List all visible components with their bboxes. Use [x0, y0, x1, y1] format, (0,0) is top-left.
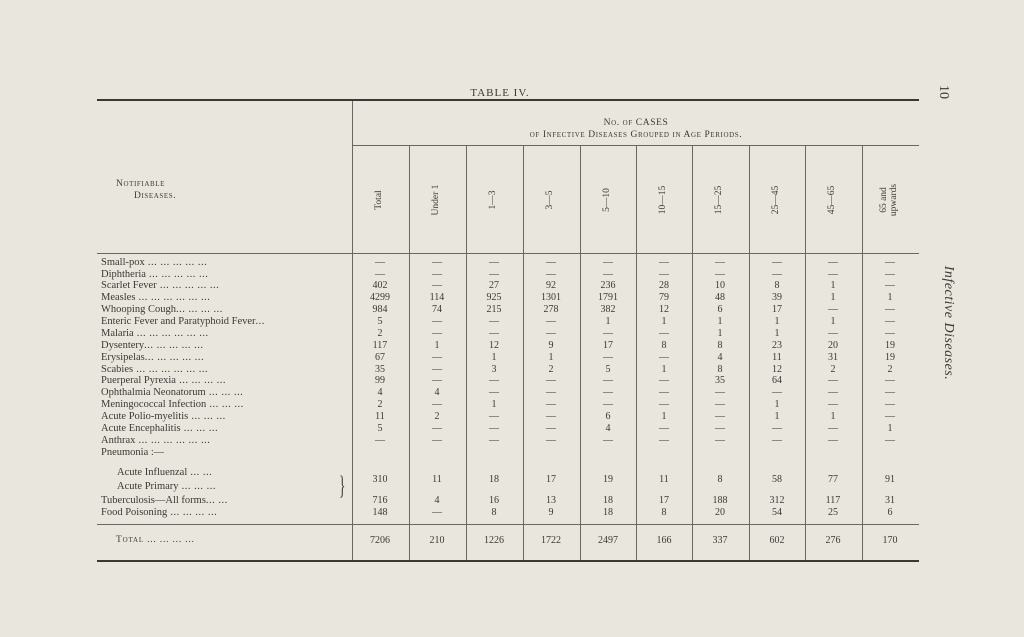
- table-cell: —: [603, 435, 613, 446]
- table-cell: —: [489, 257, 499, 268]
- table-cell: 925: [486, 292, 502, 303]
- disease-name: Scarlet Fever: [101, 280, 157, 291]
- table-cell: —: [885, 280, 895, 291]
- table-cell: —: [828, 328, 838, 339]
- disease-name: Tuberculosis—All forms: [101, 495, 206, 506]
- table-cell: 18: [603, 507, 613, 518]
- table-cell: —: [375, 269, 385, 280]
- table-cell: 1: [830, 411, 836, 422]
- table-cell: 4: [717, 352, 723, 363]
- table-cell: —: [546, 257, 556, 268]
- table-cell: —: [489, 328, 499, 339]
- table-cell: —: [432, 399, 442, 410]
- row-label-header: [116, 178, 176, 202]
- table-cell: —: [489, 375, 499, 386]
- table-cell: 1: [605, 316, 611, 327]
- page-number: 10: [936, 85, 951, 99]
- table-cell: —: [772, 257, 782, 268]
- table-cell: 9: [548, 340, 554, 351]
- table-cell: 7206: [370, 535, 390, 546]
- table-cell: 2: [887, 364, 893, 375]
- disease-name: Acute Encephalitis: [101, 423, 181, 434]
- table-cell: —: [375, 257, 385, 268]
- disease-label: [101, 292, 210, 303]
- table-cell: —: [828, 399, 838, 410]
- table-cell: 1: [717, 328, 723, 339]
- table-cell: 1: [774, 316, 780, 327]
- table-cell: 6: [717, 304, 723, 315]
- disease-label: [101, 375, 226, 386]
- leader-dots: ... ...: [187, 467, 213, 478]
- table-cell: 4: [377, 387, 383, 398]
- table-cell: 278: [543, 304, 559, 315]
- disease-name: Erysipelas: [101, 352, 145, 363]
- table-cell: 1: [830, 280, 836, 291]
- table-cell: —: [885, 269, 895, 280]
- disease-label: [101, 399, 244, 410]
- disease-name: Puerperal Pyrexia: [101, 375, 176, 386]
- table-cell: 8: [661, 507, 667, 518]
- leader-dots: ... ... ... ... ...: [145, 269, 209, 280]
- table-cell: 1: [830, 316, 836, 327]
- table-cell: 16: [489, 495, 499, 506]
- table-cell: —: [659, 423, 669, 434]
- table-cell: 1: [887, 292, 893, 303]
- table-cell: —: [659, 375, 669, 386]
- table-cell: —: [659, 399, 669, 410]
- table-cell: —: [828, 257, 838, 268]
- column-header: 25—45: [771, 185, 781, 215]
- table-cell: —: [772, 387, 782, 398]
- table-cell: 276: [825, 535, 841, 546]
- table-cell: 31: [885, 495, 895, 506]
- table-cell: —: [715, 411, 725, 422]
- table-cell: 12: [489, 340, 499, 351]
- table-cell: 1: [661, 316, 667, 327]
- table-cell: —: [432, 507, 442, 518]
- disease-label: [101, 387, 243, 398]
- leader-dots: ...: [255, 316, 265, 327]
- table-cell: 1: [491, 352, 497, 363]
- table-cell: 28: [659, 280, 669, 291]
- table-cell: —: [375, 435, 385, 446]
- table-cell: —: [546, 411, 556, 422]
- table-cell: 8: [491, 507, 497, 518]
- disease-label: [101, 495, 228, 506]
- table-cell: —: [885, 399, 895, 410]
- table-cell: 79: [659, 292, 669, 303]
- disease-name: Meningococcal Infection: [101, 399, 207, 410]
- table-cell: —: [885, 435, 895, 446]
- table-cell: 382: [600, 304, 616, 315]
- table-cell: 99: [375, 375, 385, 386]
- table-cell: 13: [546, 495, 556, 506]
- table-cell: —: [489, 423, 499, 434]
- column-header: 45—65: [827, 185, 837, 215]
- table-cell: 67: [375, 352, 385, 363]
- table-cell: —: [772, 435, 782, 446]
- table-cell: 11: [375, 411, 385, 422]
- table-cell: —: [659, 435, 669, 446]
- table-cell: —: [659, 387, 669, 398]
- table-cell: —: [489, 269, 499, 280]
- table-cell: 5: [605, 364, 611, 375]
- table-cell: 2: [434, 411, 440, 422]
- table-cell: —: [546, 435, 556, 446]
- table-cell: 18: [489, 474, 499, 485]
- table-cell: 4: [605, 423, 611, 434]
- disease-name: Whooping Cough: [101, 304, 176, 315]
- table-cell: 5: [377, 423, 383, 434]
- table-cell: —: [489, 435, 499, 446]
- table-cell: —: [432, 375, 442, 386]
- table-cell: 23: [772, 340, 782, 351]
- table-cell: —: [432, 257, 442, 268]
- row-label-header-line2: Diseases.: [134, 191, 177, 201]
- table-cell: 9: [548, 507, 554, 518]
- table-cell: 1722: [541, 535, 561, 546]
- table-cell: —: [715, 269, 725, 280]
- column-header: 15—25: [714, 185, 724, 215]
- disease-label: [101, 435, 210, 446]
- table-cell: 148: [372, 507, 388, 518]
- table-cell: 114: [429, 292, 445, 303]
- leader-dots: ... ... ... ... ...: [156, 280, 220, 291]
- table-cell: 310: [372, 474, 388, 485]
- disease-label: [101, 280, 219, 291]
- table-cell: —: [885, 375, 895, 386]
- disease-name: Enteric Fever and Paratyphoid Fever: [101, 316, 256, 327]
- table-cell: 236: [600, 280, 616, 291]
- disease-name: Acute Primary: [117, 481, 179, 492]
- table-cell: 1301: [541, 292, 561, 303]
- table-cell: 117: [825, 495, 841, 506]
- table-cell: 8: [717, 340, 723, 351]
- table-cell: 17: [772, 304, 782, 315]
- table-cell: —: [603, 328, 613, 339]
- table-cell: —: [546, 316, 556, 327]
- disease-name: Measles: [101, 292, 136, 303]
- table-cell: 19: [603, 474, 613, 485]
- table-cell: —: [546, 328, 556, 339]
- group-header-line1: No. of CASES: [603, 118, 669, 128]
- table-cell: 1: [548, 352, 554, 363]
- disease-name: Malaria: [101, 328, 134, 339]
- disease-label: [101, 328, 209, 339]
- disease-label: [101, 269, 208, 280]
- table-cell: 215: [486, 304, 502, 315]
- table-title: TABLE IV.: [470, 87, 530, 99]
- disease-label: [101, 507, 217, 518]
- table-cell: —: [659, 269, 669, 280]
- table-cell: —: [715, 399, 725, 410]
- total-label: [116, 535, 195, 545]
- leader-dots: ... ... ... ... ... ...: [135, 435, 211, 446]
- top-rule: [97, 99, 919, 101]
- table-cell: 1: [887, 423, 893, 434]
- table-cell: 91: [885, 474, 895, 485]
- table-cell: 58: [772, 474, 782, 485]
- table-cell: 402: [372, 280, 388, 291]
- table-cell: 2497: [598, 535, 618, 546]
- table-cell: —: [603, 257, 613, 268]
- disease-name: Anthrax: [101, 435, 136, 446]
- table-cell: 117: [372, 340, 388, 351]
- table-cell: 64: [772, 375, 782, 386]
- column-header: 65 and upwards: [879, 183, 899, 217]
- disease-name: Diphtheria: [101, 269, 146, 280]
- table-cell: 18: [603, 495, 613, 506]
- table-cell: 170: [882, 535, 898, 546]
- leader-dots: ... ... ...: [206, 399, 244, 410]
- table-cell: 188: [712, 495, 728, 506]
- leader-dots: ... ... ...: [180, 423, 219, 434]
- table-cell: —: [659, 328, 669, 339]
- table-cell: 1226: [484, 535, 504, 546]
- table-cell: 31: [828, 352, 838, 363]
- table-cell: 1: [434, 340, 440, 351]
- table-cell: —: [432, 364, 442, 375]
- table-cell: 984: [372, 304, 388, 315]
- table-cell: —: [715, 423, 725, 434]
- table-cell: 92: [546, 280, 556, 291]
- table-cell: —: [828, 304, 838, 315]
- leader-dots: ... ... ... ...: [175, 375, 226, 386]
- table-cell: —: [489, 411, 499, 422]
- table-cell: 210: [429, 535, 445, 546]
- table-cell: —: [715, 257, 725, 268]
- table-cell: 35: [715, 375, 725, 386]
- table-cell: 27: [489, 280, 499, 291]
- total-divider: [97, 524, 919, 525]
- table-cell: —: [603, 352, 613, 363]
- table-cell: 166: [656, 535, 672, 546]
- table-cell: 8: [717, 474, 723, 485]
- table-cell: 12: [772, 364, 782, 375]
- table-cell: 10: [715, 280, 725, 291]
- disease-label: [101, 257, 207, 268]
- side-caption: Infective Diseases.: [941, 265, 956, 381]
- disease-name: Ophthalmia Neonatorum: [101, 387, 206, 398]
- table-cell: —: [603, 269, 613, 280]
- bottom-rule: [97, 560, 919, 562]
- table-cell: 39: [772, 292, 782, 303]
- table-cell: 1: [774, 328, 780, 339]
- table-cell: 4: [434, 495, 440, 506]
- table-cell: —: [546, 269, 556, 280]
- table-cell: —: [603, 375, 613, 386]
- column-header: Under 1: [431, 184, 441, 216]
- table-cell: —: [885, 257, 895, 268]
- column-header: 10—15: [658, 185, 668, 215]
- table-cell: 1: [774, 399, 780, 410]
- disease-label: [101, 423, 218, 434]
- table-cell: —: [885, 304, 895, 315]
- table-cell: 11: [659, 474, 669, 485]
- table-cell: 25: [828, 507, 838, 518]
- table-cell: 12: [659, 304, 669, 315]
- table-cell: 17: [603, 340, 613, 351]
- table-cell: 11: [432, 474, 442, 485]
- table-cell: 8: [774, 280, 780, 291]
- table-cell: —: [885, 387, 895, 398]
- table-cell: 48: [715, 292, 725, 303]
- table-cell: 716: [372, 495, 388, 506]
- table-cell: 4: [434, 387, 440, 398]
- table-cell: 54: [772, 507, 782, 518]
- table-cell: —: [546, 423, 556, 434]
- table-cell: 2: [548, 364, 554, 375]
- table-cell: 5: [377, 316, 383, 327]
- table-cell: 74: [432, 304, 442, 315]
- table-cell: —: [715, 387, 725, 398]
- table-cell: —: [432, 269, 442, 280]
- table-cell: —: [885, 411, 895, 422]
- disease-label: [117, 481, 216, 492]
- table-cell: 19: [885, 352, 895, 363]
- column-header: Total: [374, 190, 384, 210]
- leader-dots: ... ... ...: [188, 411, 226, 422]
- table-cell: —: [489, 316, 499, 327]
- disease-label: [101, 364, 208, 375]
- leader-dots: ... ... ... ... ...: [144, 340, 204, 351]
- table-cell: —: [603, 387, 613, 398]
- disease-label: [101, 304, 223, 315]
- table-cell: 8: [717, 364, 723, 375]
- table-cell: 20: [715, 507, 725, 518]
- group-header: [352, 117, 920, 141]
- table-cell: —: [432, 423, 442, 434]
- table-cell: 6: [887, 507, 893, 518]
- table-cell: —: [432, 280, 442, 291]
- table-cell: —: [546, 399, 556, 410]
- leader-dots: ... ... ... ... ... ...: [135, 292, 211, 303]
- disease-name: Acute Polio-myelitis: [101, 411, 189, 422]
- table-cell: 337: [712, 535, 728, 546]
- table-cell: 6: [605, 411, 611, 422]
- table-cell: 602: [769, 535, 785, 546]
- table-cell: 20: [828, 340, 838, 351]
- table-cell: —: [828, 423, 838, 434]
- table-cell: —: [432, 435, 442, 446]
- total-label-text: Total: [116, 535, 144, 545]
- table-cell: —: [828, 387, 838, 398]
- table-cell: 2: [377, 399, 383, 410]
- table-cell: —: [659, 257, 669, 268]
- table-cell: 11: [772, 352, 782, 363]
- table-cell: 1: [661, 411, 667, 422]
- pneumonia-heading: Pneumonia :—: [101, 447, 165, 458]
- table-cell: 19: [885, 340, 895, 351]
- table-cell: —: [715, 435, 725, 446]
- table-cell: —: [828, 269, 838, 280]
- table-cell: —: [828, 375, 838, 386]
- leader-dots: ... ... ... ... ... ...: [133, 364, 209, 375]
- disease-label: [117, 467, 212, 478]
- table-cell: —: [885, 316, 895, 327]
- disease-name: Small-pox: [101, 257, 145, 268]
- disease-label: [101, 340, 204, 351]
- table-cell: 1: [717, 316, 723, 327]
- leader-dots: ... ... ...: [205, 387, 244, 398]
- leader-dots: ... ...: [205, 495, 228, 506]
- disease-label: [101, 352, 204, 363]
- table-cell: 77: [828, 474, 838, 485]
- table-cell: —: [828, 435, 838, 446]
- table-cell: —: [432, 352, 442, 363]
- table-cell: —: [432, 328, 442, 339]
- row-label-header-line1: Notifiable: [116, 179, 166, 189]
- table-cell: 35: [375, 364, 385, 375]
- table-cell: 1: [491, 399, 497, 410]
- leader-dots: ... ... ... ... ...: [144, 257, 208, 268]
- leader-dots: ... ... ... ... ...: [144, 352, 205, 363]
- table-cell: 1: [661, 364, 667, 375]
- table-cell: 1: [830, 292, 836, 303]
- column-header: 3—5: [545, 190, 555, 210]
- leader-dots: ... ... ... ... ... ...: [133, 328, 209, 339]
- disease-name: Dysentery: [101, 340, 145, 351]
- disease-name: Acute Influenzal: [117, 467, 188, 478]
- disease-name: Food Poisoning: [101, 507, 168, 518]
- table-cell: —: [432, 316, 442, 327]
- disease-label: [101, 316, 265, 327]
- total-label-dots: ... ... ... ...: [143, 535, 195, 545]
- table-cell: 1: [774, 411, 780, 422]
- table-cell: —: [546, 375, 556, 386]
- table-cell: 2: [830, 364, 836, 375]
- leader-dots: ... ... ...: [178, 481, 217, 492]
- leader-dots: ... ... ... ...: [175, 304, 223, 315]
- disease-name: Scabies: [101, 364, 134, 375]
- column-header: 1—3: [488, 190, 498, 210]
- table-cell: 2: [377, 328, 383, 339]
- leader-dots: ... ... ... ...: [167, 507, 218, 518]
- table-cell: 1791: [598, 292, 618, 303]
- table-cell: —: [489, 387, 499, 398]
- table-cell: —: [546, 387, 556, 398]
- table-cell: —: [772, 423, 782, 434]
- table-cell: —: [885, 328, 895, 339]
- table-cell: 8: [661, 340, 667, 351]
- disease-label: [101, 411, 226, 422]
- pneumonia-brace: }: [339, 471, 346, 500]
- group-header-line2: of Infective Diseases Grouped in Age Periods.: [529, 130, 743, 140]
- table-cell: —: [659, 352, 669, 363]
- table-cell: 3: [491, 364, 497, 375]
- column-header: 5—10: [602, 188, 612, 212]
- table-cell: 312: [769, 495, 785, 506]
- table-cell: —: [603, 399, 613, 410]
- table-cell: 4299: [370, 292, 390, 303]
- table-cell: —: [772, 269, 782, 280]
- header-divider: [97, 253, 919, 254]
- table-cell: 17: [659, 495, 669, 506]
- table-cell: 17: [546, 474, 556, 485]
